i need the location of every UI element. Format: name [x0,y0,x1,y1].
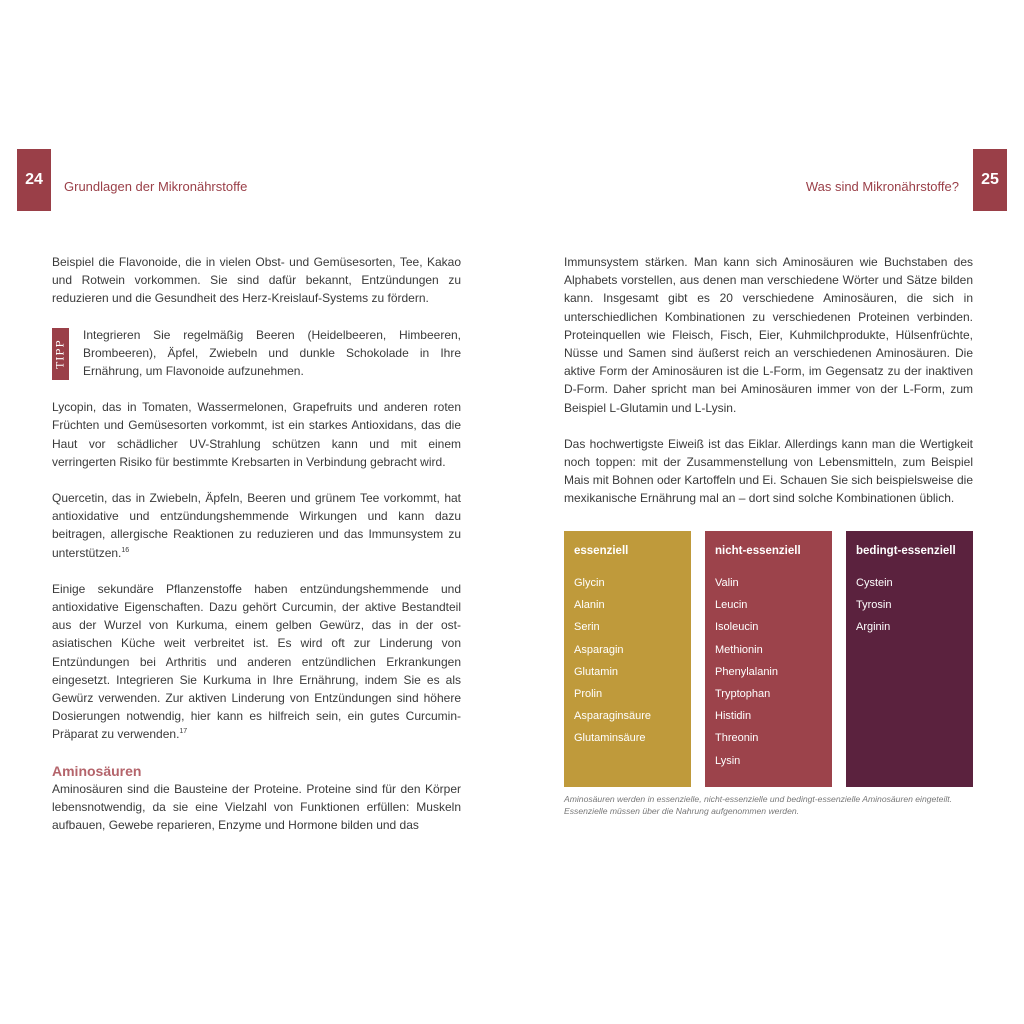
list-item: Methionin [715,643,763,656]
running-header-left: Grundlagen der Mikronährstoffe [64,179,248,194]
footnote-ref-17: 17 [179,728,188,736]
right-page-column [564,253,973,526]
box-essential-title: essenziell [574,545,629,557]
list-item: Lysin [715,754,741,767]
footnote-ref-16: 16 [121,546,130,554]
list-item: Serin [574,621,600,634]
amino-acid-categories [564,531,972,787]
box-nonessential-title: nicht-essenziell [715,545,801,557]
paragraph-lycopin: Lycopin, das in Tomaten, Wassermelonen, Grapefruits und anderen roten Früchten und Gemüsesorten vorkommt, ist ein starkes Antioxidans, das die Haut vor schädlicher UV-Strahlung schützen kann und mit einem verringerten Risiko für bestimmte Krebsarten in Verbindung gebracht wird. [52,400,461,469]
paragraph-quercetin-text: Quercetin, das in Zwiebeln, Äpfeln, Beeren und grünem Tee vorkommt, hat antioxidative und entzündungshemmende Wirkungen und kann dazu beitragen, allergische Reaktionen zu reduzieren und das Immunsystem zu unterstützen. [52,491,461,560]
list-item: Phenylalanin [715,665,778,678]
box-nonessential [705,531,832,787]
page-number-left: 24 [17,149,51,211]
box-conditional [846,531,973,787]
paragraph-aminosaeuren: Aminosäuren sind die Bausteine der Proteine. Proteine sind für den Körper lebensnotwendig, da sie eine Vielzahl von Funktionen erfüllen: Muskeln aufbauen, Gewebe reparieren, Enzyme und Hormone bilden und das [52,781,461,833]
box-conditional-list [856,576,893,643]
list-item: Cystein [856,577,893,589]
list-item: Threonin [715,732,759,745]
list-item: Arginin [856,621,891,634]
list-item: Alanin [574,599,605,612]
figure-caption: Aminosäuren werden in essenzielle, nicht-essenzielle und bedingt-essenzielle Aminosäuren eingeteilt. Essenzielle müssen über die Nahrung aufgenommen werden. [564,794,953,816]
list-item: Glutamin [574,665,619,678]
box-essential-list [574,576,651,754]
left-page-column [52,253,461,834]
running-header-right: Was sind Mikronährstoffe? [805,179,959,194]
list-item: Glutaminsäure [574,732,646,745]
section-title-aminosaeuren: Aminosäuren [52,762,142,779]
tip-badge [52,328,69,380]
list-item: Valin [715,577,739,589]
tip-label: TIPP [54,338,67,369]
list-item: Isoleucin [715,621,759,634]
list-item: Leucin [715,599,748,612]
list-item: Asparagin [574,643,624,656]
list-item: Tyrosin [856,599,892,612]
list-item: Prolin [574,687,603,700]
paragraph-flavonoide: Beispiel die Flavonoide, die in vielen Obst- und Gemüsesorten, Tee, Kakao und Rotwein vorkommen. Sie sind dafür bekannt, Entzündungen zu reduzieren und die Gesundheit des Herz-Kreislauf-Systems zu fördern. [52,255,461,306]
list-item: Tryptophan [715,687,771,700]
paragraph-quercetin [52,489,461,562]
box-conditional-title: bedingt-essenziell [856,545,956,557]
tip-text: Integrieren Sie regelmäßig Beeren (Heidelbeeren, Himbeeren, Brombeeren), Äpfel, Zwiebeln und dunkle Schokolade in Ihre Ernährung, um Flavonoide aufzunehmen. [83,327,461,379]
tip-box [52,326,461,381]
paragraph-eiklar: Das hochwertigste Eiweiß ist das Eiklar. Allerdings kann man die Wertigkeit noch toppen: mit der Zusammenstellung von Lebensmitteln, zum Beispiel Mais mit Bohnen oder Kartoffeln und Ei. Schauen Sie sich beispielsweise die mexikanische Ernährung mal an – dort sind solche Kombinationen üblich. [564,436,973,506]
box-essential [564,531,691,787]
list-item: Histidin [715,710,752,723]
list-item: Glycin [574,577,605,589]
paragraph-curcumin-text: Einige sekundäre Pflanzenstoffe haben entzündungshemmende und antioxidative Eigenschaften. Dazu gehört Curcumin, der aktive Bestandteil aus der Wurzel von Kurkuma, einem gelben Gewürz, das in der ost-asiatischen Küche weit verbreitet ist. Es wird oft zur Linderung von Entzündungen bei Arthritis und anderen entzündlichen Erkrankungen eingesetzt. Integrieren Sie Kurkuma in Ihre Ernährung, indem Sie es als Gewürz verwenden. Zur aktiven Linderung von Entzündungen sind höhere Dosierungen notwendig, hier kann es hilfreich sein, ein gutes Curcumin-Präparat zu verwenden. [52,581,461,742]
page-number-right: 25 [973,149,1007,211]
paragraph-curcumin [52,580,461,744]
list-item: Asparaginsäure [574,710,652,723]
paragraph-immunsystem: Immunsystem stärken. Man kann sich Aminosäuren wie Buchstaben des Alphabets vorstellen, aus denen man verschiedene Wörter und Sätze bilden kann. Insgesamt gibt es 20 verschiedene Aminosäuren, die sich in unterschiedlichen Kombinationen zu verschiedenen Proteinen verbinden. Proteinquellen wie Fleisch, Fisch, Eier, Kuhmilchprodukte, Hülsenfrüchte, Nüsse und Samen sind äußerst reich an verschiedenen Aminosäuren. Die aktive Form der Aminosäuren ist die L-Form, im Gegensatz zu der inaktiven D-Form. Daher spricht man bei Aminosäuren immer von der L-Form, zum Beispiel L-Glutamin und L-Lysin. [564,255,973,415]
box-nonessential-list [715,576,778,776]
